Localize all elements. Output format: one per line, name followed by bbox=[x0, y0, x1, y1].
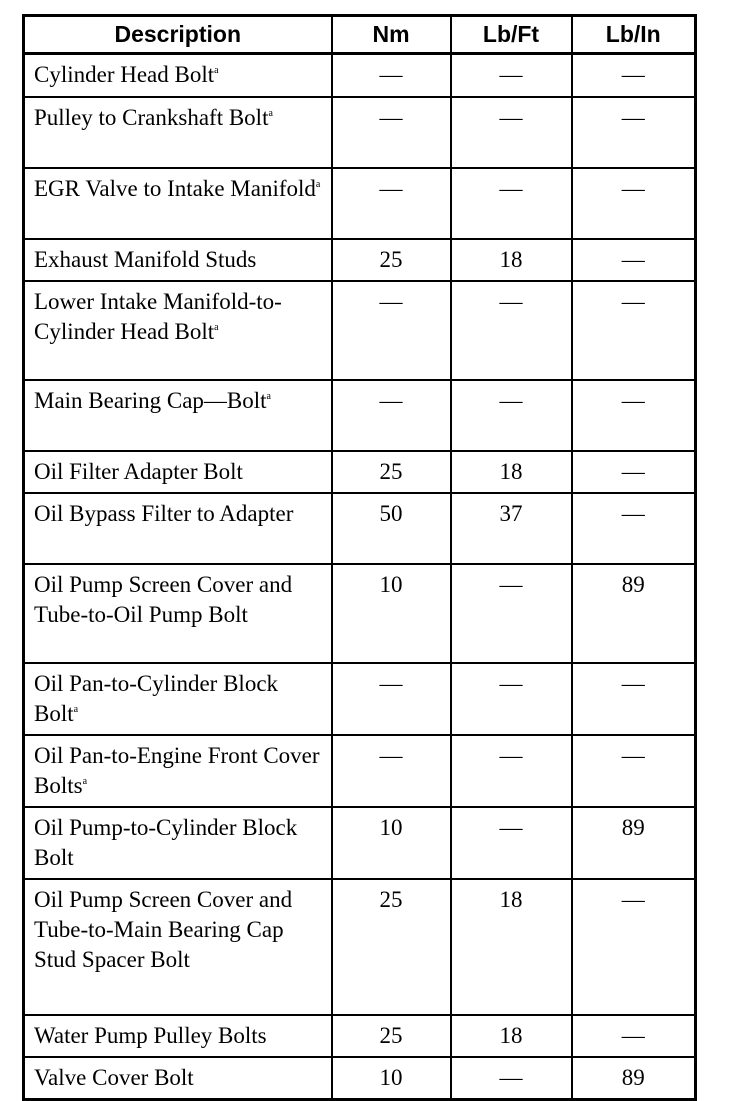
row-description: Oil Pump Screen Cover and Tube-to-Oil Pump Bolt bbox=[34, 571, 293, 627]
row-nm-value: 25 bbox=[332, 239, 451, 281]
row-lb-in-value: 89 bbox=[572, 807, 696, 879]
row-lb-ft-value: 18 bbox=[451, 879, 572, 1015]
row-description: Oil Filter Adapter Bolt bbox=[34, 458, 243, 484]
row-lb-in-value: — bbox=[572, 451, 696, 493]
row-description: Oil Bypass Filter to Adapter bbox=[34, 500, 294, 526]
footnote-mark: a bbox=[82, 775, 88, 787]
row-description-cell bbox=[24, 97, 332, 168]
row-description-cell bbox=[24, 54, 332, 97]
footnote-mark: a bbox=[315, 178, 321, 190]
row-nm-value: 50 bbox=[332, 493, 451, 564]
row-description: Oil Pump Screen Cover and Tube-to-Main Bearing Cap Stud Spacer Bolt bbox=[34, 886, 293, 972]
row-nm-value: 10 bbox=[332, 1057, 451, 1100]
row-lb-in-value: — bbox=[572, 879, 696, 1015]
table-row bbox=[24, 281, 696, 380]
row-lb-in-value: 89 bbox=[572, 1057, 696, 1100]
table-row bbox=[24, 493, 696, 564]
table-row bbox=[24, 1057, 696, 1100]
header-nm: Nm bbox=[332, 16, 451, 54]
row-nm-value: 25 bbox=[332, 1015, 451, 1057]
row-description: Water Pump Pulley Bolts bbox=[34, 1022, 267, 1048]
row-description: Cylinder Head Bolt bbox=[34, 62, 215, 87]
row-description-cell bbox=[24, 735, 332, 807]
row-description-cell bbox=[24, 663, 332, 735]
row-lb-in-value: 89 bbox=[572, 564, 696, 663]
row-description: Valve Cover Bolt bbox=[34, 1064, 194, 1090]
row-description: Oil Pump-to-Cylinder Block Bolt bbox=[34, 814, 298, 870]
row-description: Exhaust Manifold Studs bbox=[34, 246, 257, 272]
row-lb-ft-value: — bbox=[451, 564, 572, 663]
row-lb-in-value: — bbox=[572, 54, 696, 97]
row-description-cell bbox=[24, 451, 332, 493]
row-lb-ft-value: 37 bbox=[451, 493, 572, 564]
row-lb-in-value: — bbox=[572, 493, 696, 564]
row-lb-in-value: — bbox=[572, 380, 696, 451]
row-nm-value: 25 bbox=[332, 879, 451, 1015]
row-nm-value: — bbox=[332, 663, 451, 735]
row-nm-value: 10 bbox=[332, 564, 451, 663]
row-lb-ft-value: — bbox=[451, 380, 572, 451]
table-row bbox=[24, 168, 696, 239]
row-description-cell bbox=[24, 493, 332, 564]
row-lb-in-value: — bbox=[572, 97, 696, 168]
footnote-mark: a bbox=[214, 65, 219, 76]
row-lb-ft-value: — bbox=[451, 54, 572, 97]
table-row bbox=[24, 97, 696, 168]
row-description-cell bbox=[24, 1015, 332, 1057]
row-lb-ft-value: — bbox=[451, 663, 572, 735]
table-body bbox=[24, 54, 696, 1100]
table-row bbox=[24, 663, 696, 735]
row-lb-in-value: — bbox=[572, 239, 696, 281]
table-row bbox=[24, 239, 696, 281]
footnote-mark: a bbox=[214, 321, 219, 333]
row-lb-in-value: — bbox=[572, 281, 696, 380]
header-lb-ft: Lb/Ft bbox=[451, 16, 572, 54]
table-row bbox=[24, 807, 696, 879]
table-row bbox=[24, 380, 696, 451]
row-description-cell bbox=[24, 807, 332, 879]
row-lb-ft-value: — bbox=[451, 735, 572, 807]
row-nm-value: — bbox=[332, 281, 451, 380]
row-lb-in-value: — bbox=[572, 1015, 696, 1057]
table-row bbox=[24, 1015, 696, 1057]
row-description: Pulley to Crankshaft Bolt bbox=[34, 104, 269, 130]
header-description: Description bbox=[24, 16, 332, 54]
row-description-cell bbox=[24, 239, 332, 281]
row-description: Oil Pan-to-Engine Front Cover Bolts bbox=[34, 742, 320, 798]
footnote-mark: a bbox=[266, 390, 271, 402]
row-lb-ft-value: 18 bbox=[451, 451, 572, 493]
table-row bbox=[24, 735, 696, 807]
row-description: EGR Valve to Intake Manifold bbox=[34, 175, 316, 201]
table-row bbox=[24, 451, 696, 493]
row-lb-ft-value: 18 bbox=[451, 1015, 572, 1057]
row-nm-value: — bbox=[332, 54, 451, 97]
row-lb-ft-value: — bbox=[451, 168, 572, 239]
row-description-cell bbox=[24, 1057, 332, 1100]
row-nm-value: — bbox=[332, 168, 451, 239]
row-description-cell bbox=[24, 281, 332, 380]
row-nm-value: 25 bbox=[332, 451, 451, 493]
row-nm-value: — bbox=[332, 735, 451, 807]
row-nm-value: — bbox=[332, 380, 451, 451]
table-row bbox=[24, 879, 696, 1015]
row-description-cell bbox=[24, 380, 332, 451]
table-row bbox=[24, 564, 696, 663]
footnote-mark: a bbox=[73, 703, 79, 715]
row-description-cell bbox=[24, 168, 332, 239]
row-description-cell bbox=[24, 879, 332, 1015]
row-description: Lower Intake Manifold-to-Cylinder Head Bolt bbox=[34, 288, 282, 344]
row-description: Oil Pan-to-Cylinder Block Bolt bbox=[34, 670, 279, 726]
row-lb-ft-value: 18 bbox=[451, 239, 572, 281]
row-lb-in-value: — bbox=[572, 735, 696, 807]
row-lb-ft-value: — bbox=[451, 807, 572, 879]
row-lb-in-value: — bbox=[572, 168, 696, 239]
row-description: Main Bearing Cap—Bolt bbox=[34, 387, 267, 413]
row-nm-value: — bbox=[332, 97, 451, 168]
row-lb-ft-value: — bbox=[451, 281, 572, 380]
table-header-row bbox=[24, 16, 696, 54]
row-description-cell bbox=[24, 564, 332, 663]
row-lb-ft-value: — bbox=[451, 1057, 572, 1100]
row-nm-value: 10 bbox=[332, 807, 451, 879]
row-lb-in-value: — bbox=[572, 663, 696, 735]
row-lb-ft-value: — bbox=[451, 97, 572, 168]
table-row bbox=[24, 54, 696, 97]
footnote-mark: a bbox=[268, 107, 273, 119]
torque-specifications-table bbox=[22, 14, 697, 1101]
header-lb-in: Lb/In bbox=[572, 16, 696, 54]
